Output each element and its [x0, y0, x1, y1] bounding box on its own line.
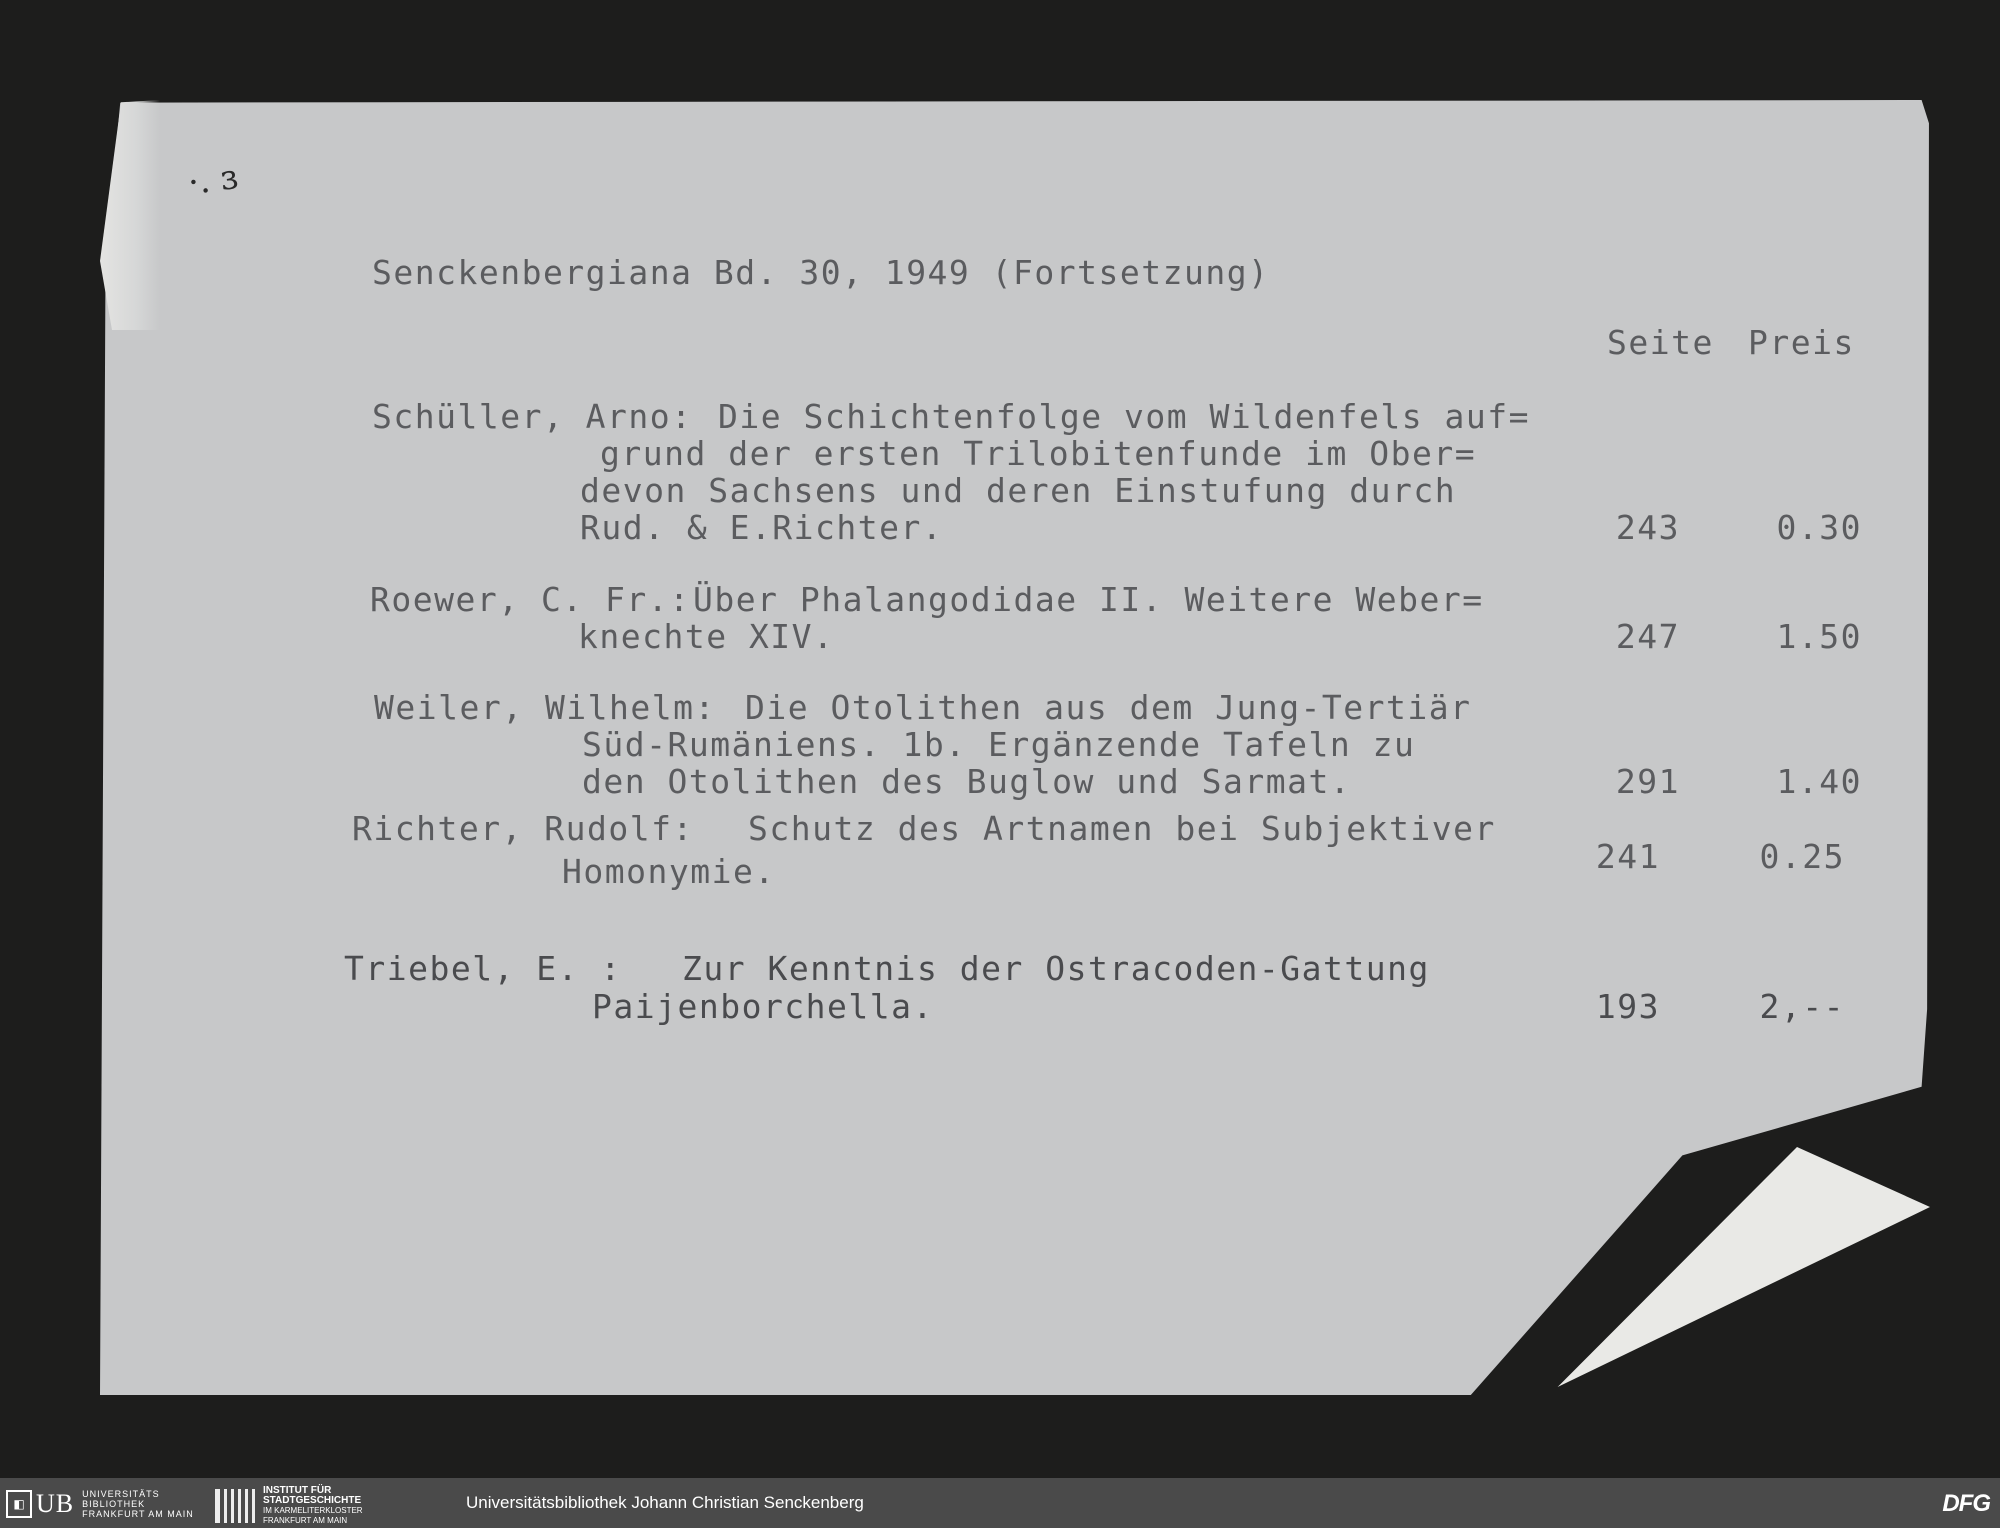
library-name: Universitätsbibliothek Johann Christian Senckenberg: [466, 1493, 864, 1512]
entry-price: 1.50: [1776, 617, 1862, 656]
entry-page: 291: [1615, 762, 1680, 801]
dfg-logo[interactable]: DFG: [1942, 1490, 1990, 1517]
entry-author: Weiler, Wilhelm:: [374, 688, 716, 727]
entry-title-line: Schutz des Artnamen bei Subjektiver: [748, 809, 1496, 848]
ifs-line: IM KARMELITERKLOSTER: [263, 1506, 363, 1515]
entry-title-line: Süd-Rumäniens. 1b. Ergänzende Tafeln zu: [582, 725, 1416, 764]
entry-page: 247: [1615, 617, 1680, 656]
entry-title-line: Paijenborchella.: [592, 987, 934, 1026]
footer-bar: [0, 1478, 2000, 1528]
entry-title-line: grund der ersten Trilobitenfunde im Ober=: [600, 434, 1477, 473]
entry-price: 2,--: [1759, 987, 1845, 1026]
entry-title-line: devon Sachsens und deren Einstufung durch: [580, 471, 1457, 510]
ub-name: [82, 1489, 194, 1519]
ifs-line: STADTGESCHICHTE: [263, 1495, 362, 1506]
entry-author: Roewer, C. Fr.:: [370, 580, 691, 619]
ub-line: UNIVERSITÄTS: [82, 1489, 160, 1499]
entry-author: Triebel, E. :: [344, 949, 622, 988]
pencil-mark: ·. ɜ: [185, 156, 241, 204]
columns-icon: [215, 1489, 255, 1523]
ifs-line: INSTITUT FÜR: [263, 1485, 332, 1496]
entry-page: 241: [1595, 837, 1660, 876]
document-heading: Senckenbergiana Bd. 30, 1949 (Fortsetzung): [372, 253, 1270, 292]
ifs-logo[interactable]: [215, 1486, 363, 1526]
entry-author: Schüller, Arno:: [372, 397, 693, 436]
column-header-price: Preis: [1748, 323, 1855, 362]
ub-abbr: UB: [36, 1489, 75, 1518]
entry-page: 193: [1595, 987, 1660, 1026]
ifs-line: FRANKFURT AM MAIN: [263, 1516, 348, 1525]
entry-price: 0.25: [1759, 837, 1845, 876]
entry-title-line: Über Phalangodidae II. Weitere Weber=: [693, 580, 1484, 619]
entry-author: Richter, Rudolf:: [352, 809, 694, 848]
column-header-page: Seite: [1607, 323, 1714, 362]
entry-title-line: Die Schichtenfolge vom Wildenfels auf=: [718, 397, 1530, 436]
ub-line: FRANKFURT AM MAIN: [82, 1509, 194, 1519]
entry-title-line: Rud. & E.Richter.: [580, 508, 944, 547]
entry-price: 0.30: [1776, 508, 1862, 547]
entry-title-line: Zur Kenntnis der Ostracoden-Gattung: [682, 949, 1430, 988]
ub-mark-icon: ◧: [6, 1490, 32, 1518]
entry-title-line: den Otolithen des Buglow und Sarmat.: [582, 762, 1352, 801]
ifs-name: [263, 1486, 363, 1526]
ub-line: BIBLIOTHEK: [82, 1499, 146, 1509]
entry-price: 1.40: [1776, 762, 1862, 801]
entry-page: 243: [1615, 508, 1680, 547]
entry-title-line: Homonymie.: [562, 852, 776, 891]
entry-title-line: Die Otolithen aus dem Jung-Tertiär: [745, 688, 1472, 727]
ub-logo[interactable]: [6, 1488, 194, 1520]
entry-title-line: knechte XIV.: [578, 617, 835, 656]
